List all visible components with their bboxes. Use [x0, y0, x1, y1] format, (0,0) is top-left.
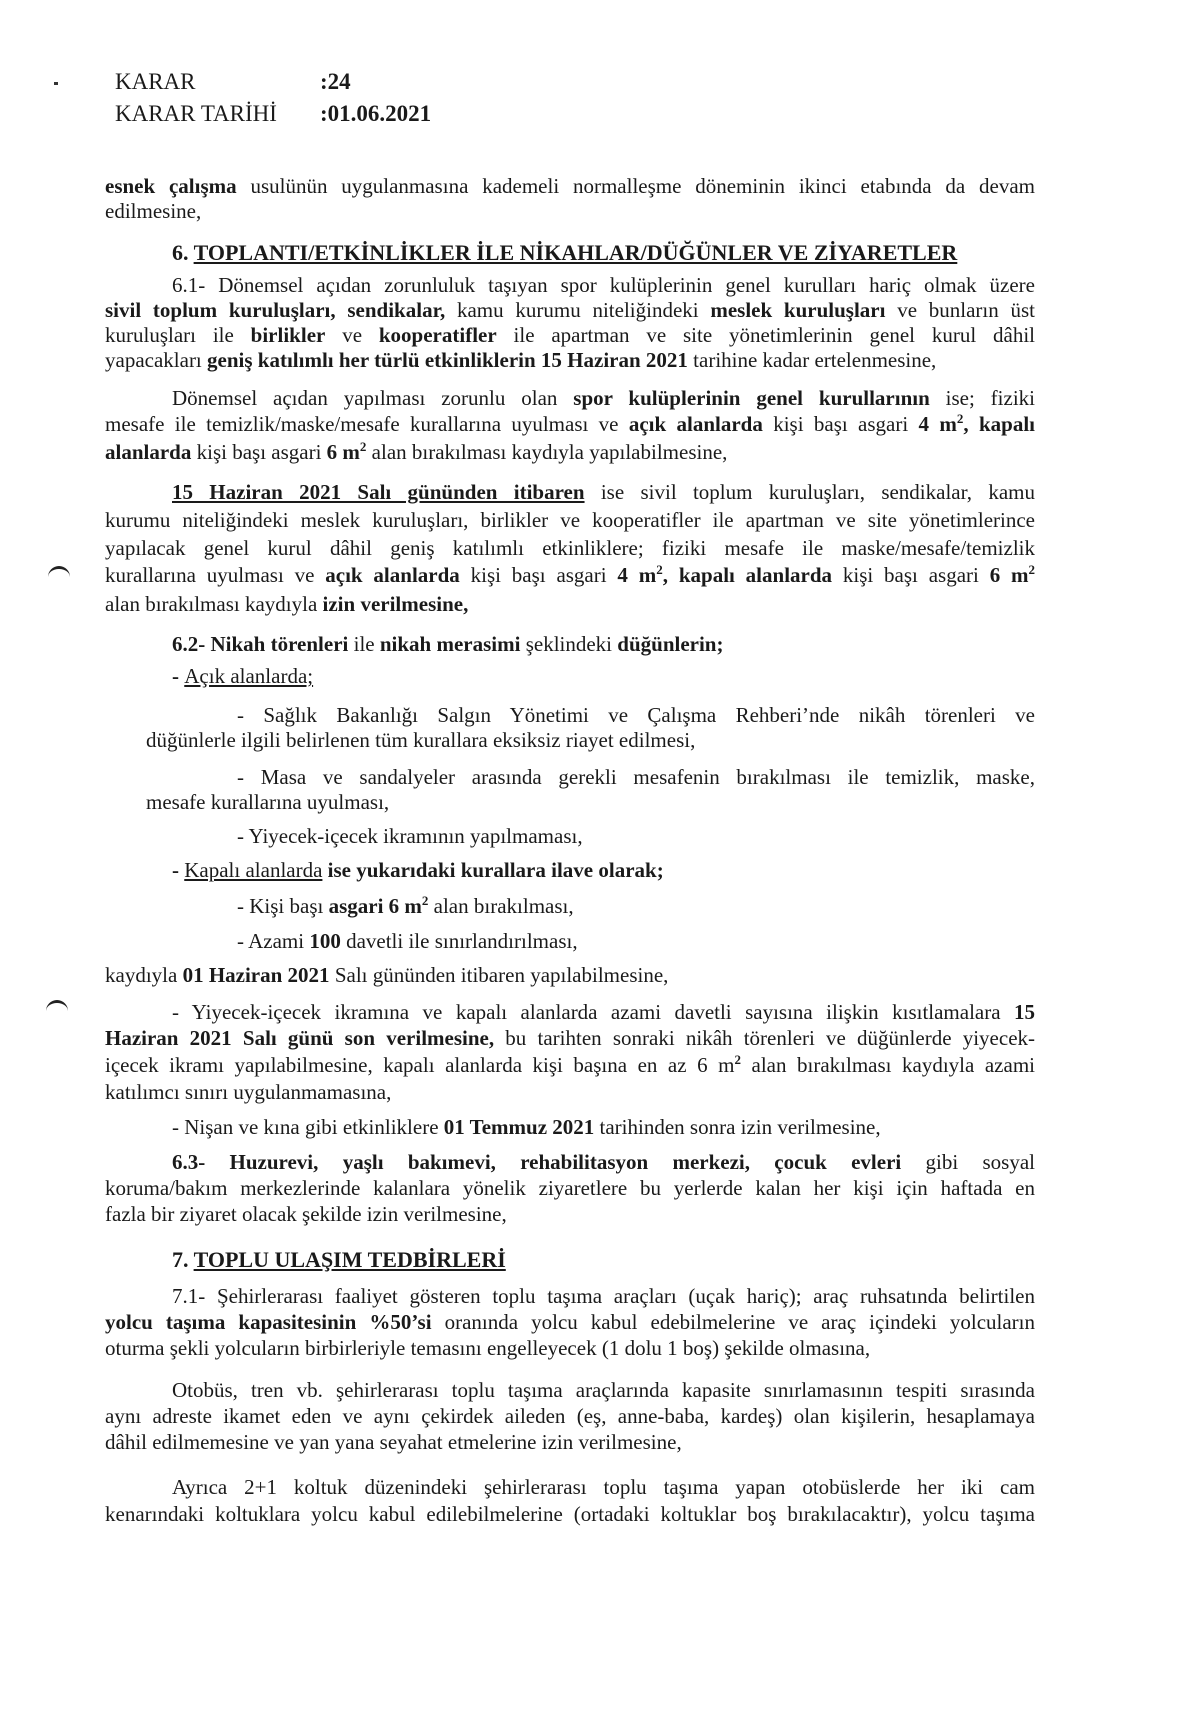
paragraph-line: edilmesine, [105, 199, 202, 223]
list-item: - Kişi başı asgari 6 $m^2$ alan bırakılması, [237, 893, 574, 918]
decision-number-label: KARAR [115, 69, 196, 94]
paragraph-line: esnek çalışma usulünün uygulanmasına kademeli normalleşme döneminin ikinci etabında da devam [105, 174, 1036, 198]
list-item: - Sağlık Bakanlığı Salgın Yönetimi ve Çalışma Rehberi’nde nikâh törenleri ve [237, 703, 1035, 727]
paragraph-line: - Yiyecek-içecek ikramına ve kapalı alanlarda azami davetli sayısına ilişkin kısıtlamalara 15 [172, 1000, 1035, 1024]
paragraph-line: kenarındaki koltuklara yolcu kabul edilebilmelerine (ortadaki koltuklar boş bırakılacaktır), yolcu taşıma [105, 1502, 1035, 1526]
paragraph-line: aynı adreste ikamet eden ve aynı çekirdek aileden (eş, anne-baba, kardeş) olan kişilerin, hesaplamaya [105, 1404, 1035, 1428]
paragraph-line: yapılacak genel kurul dâhil geniş katılımlı etkinliklere; fiziki mesafe ile maske/mesafe/temizlik [105, 536, 1035, 560]
list-item: - Azami 100 davetli ile sınırlandırılması, [237, 929, 578, 953]
paragraph-line: kurumu niteliğindeki meslek kuruluşları, birlikler ve kooperatifler ile apartman ve site yönetimlerince [105, 508, 1035, 532]
decision-header [115, 66, 431, 130]
paragraph-line: kaydıyla 01 Haziran 2021 Salı gününden itibaren yapılabilmesine, [105, 963, 669, 987]
paragraph-line: mesafe ile temizlik/maske/mesafe kurallarına uyulması ve açık alanlarda kişi başı asgari 4 $m^2$, kapalı [105, 411, 1036, 436]
paragraph-line: Ayrıca 2+1 koltuk düzenindeki şehirlerarası toplu taşıma yapan otobüslerde her iki cam [172, 1475, 1035, 1499]
list-item: - Masa ve sandalyeler arasında gerekli mesafenin bırakılması ile temizlik, maske, [237, 765, 1035, 789]
paragraph-line: Otobüs, tren vb. şehirlerarası toplu taşıma araçlarında kapasite sınırlamasının tespiti sırasında [172, 1378, 1035, 1402]
paragraph-line: 6.3- Huzurevi, yaşlı bakımevi, rehabilitasyon merkezi, çocuk evleri gibi sosyal [172, 1150, 1035, 1174]
decision-date-label: KARAR TARİHİ [115, 101, 277, 126]
paragraph-line: içecek ikramı yapılabilmesine, kapalı alanlarda kişi başına en az 6 $m^2$ alan bırakılması kaydıyla azami [105, 1052, 1035, 1077]
paragraph-line: 15 Haziran 2021 Salı gününden itibaren ise sivil toplum kuruluşları, sendikalar, kamu [172, 480, 1035, 504]
paragraph-line: alan bırakılması kaydıyla izin verilmesine, [105, 592, 469, 616]
scan-dot [54, 82, 58, 85]
paragraph-line: Dönemsel açıdan yapılması zorunlu olan spor kulüplerinin genel kurullarının ise; fiziki [172, 386, 1035, 410]
list-item-cont: düğünlerle ilgili belirlenen tüm kurallara eksiksiz riayet edilmesi, [146, 728, 696, 752]
closed-areas-heading: - Kapalı alanlarda ise yukarıdaki kurallara ilave olarak; [172, 858, 664, 882]
open-areas-heading: - Açık alanlarda; [172, 664, 314, 688]
paragraph-line: katılımcı sınırı uygulanmamasına, [105, 1080, 392, 1104]
paragraph-line: 6.1- Dönemsel açıdan zorunluluk taşıyan spor kulüplerinin genel kurulları hariç olmak üzere [172, 273, 1035, 297]
paragraph-line: fazla bir ziyaret olacak şekilde izin verilmesine, [105, 1202, 507, 1226]
hole-punch-mark-upper [48, 566, 70, 581]
decision-date: :01.06.2021 [320, 101, 432, 126]
list-item: - Yiyecek-içecek ikramının yapılmaması, [237, 824, 583, 848]
hole-punch-mark-lower [46, 1000, 68, 1015]
paragraph-line: alanlarda kişi başı asgari 6 $m^2$ alan bırakılması kaydıyla yapılabilmesine, [105, 439, 728, 464]
section-heading-6: 6. TOPLANTI/ETKİNLİKLER İLE NİKAHLAR/DÜĞÜNLER VE ZİYARETLER [172, 240, 958, 265]
paragraph-line: dâhil edilmemesine ve yan yana seyahat etmelerine izin verilmesine, [105, 1430, 682, 1454]
list-item-cont: mesafe kurallarına uyulması, [146, 790, 390, 814]
paragraph-line: kurallarına uyulması ve açık alanlarda kişi başı asgari 4 $m^2$, kapalı alanlarda kişi başı asgari 6 $m^2$ [105, 562, 1036, 587]
paragraph-line: kuruluşları ile birlikler ve kooperatifler ile apartman ve site yönetimlerinin genel kurul dâhil [105, 323, 1035, 347]
decision-number: :24 [320, 69, 351, 94]
paragraph-line: - Nişan ve kına gibi etkinliklere 01 Temmuz 2021 tarihinden sonra izin verilmesine, [172, 1115, 881, 1139]
section-heading-7: 7. TOPLU ULAŞIM TEDBİRLERİ [172, 1247, 506, 1272]
paragraph-line: 7.1- Şehirlerarası faaliyet gösteren toplu taşıma araçları (uçak hariç); araç ruhsatında belirtilen [172, 1284, 1035, 1308]
paragraph-line: oturma şekli yolcuların birbirleriyle temasını engelleyecek (1 dolu 1 boş) şekilde olmasına, [105, 1336, 871, 1360]
subsection-6-2: 6.2- Nikah törenleri ile nikah merasimi şeklindeki düğünlerin; [172, 632, 724, 656]
paragraph-line: sivil toplum kuruluşları, sendikalar, kamu kurumu niteliğindeki meslek kuruluşları ve bunların üst [105, 298, 1036, 322]
paragraph-line: Haziran 2021 Salı günü son verilmesine, bu tarihten sonraki nikâh törenleri ve düğünlerde yiyecek- [105, 1026, 1036, 1050]
paragraph-line: koruma/bakım merkezlerinde kalanlara yönelik ziyaretlere bu yerlerde kalan her kişi için haftada en [105, 1176, 1035, 1200]
paragraph-line: yolcu taşıma kapasitesinin %50’si oranında yolcu kabul edebilmelerine ve araç içindeki yolcuların [105, 1310, 1036, 1334]
paragraph-line: yapacakları geniş katılımlı her türlü etkinliklerin 15 Haziran 2021 tarihine kadar ertelenmesine, [105, 348, 937, 372]
